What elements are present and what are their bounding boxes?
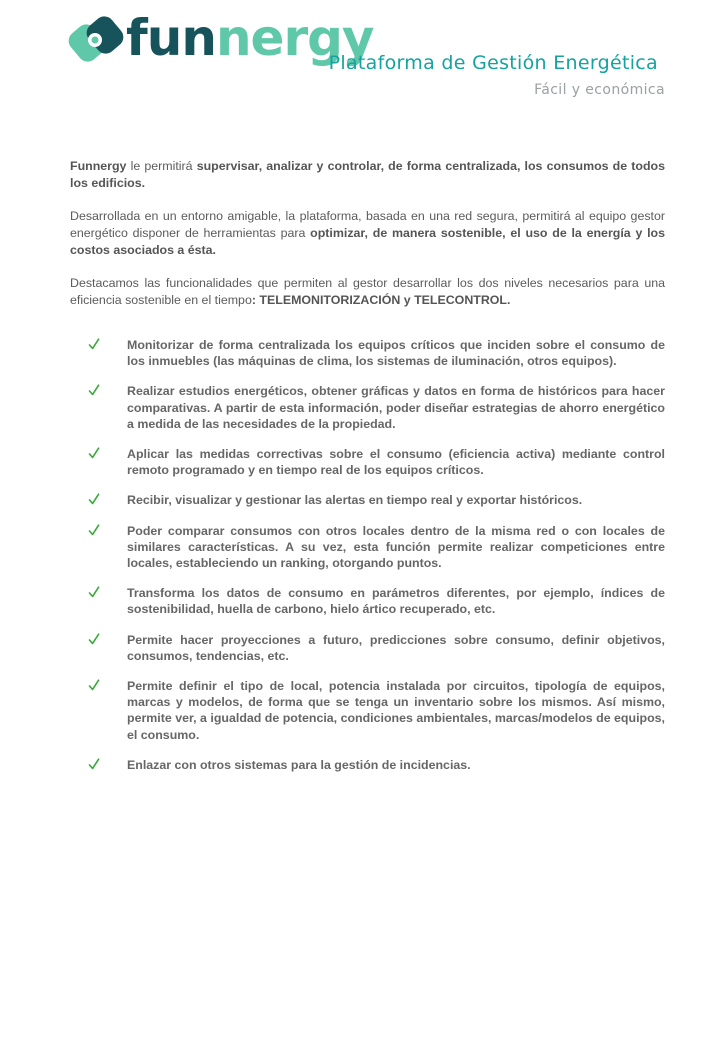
checkmark-icon [88,492,100,506]
feature-item [88,585,665,617]
page-title: Plataforma de Gestión Energética [328,52,658,74]
feature-text: Permite definir el tipo de local, potencia instalada por circuitos, tipología de equipos, marcas y modelos, de forma que se tenga un inventario sobre los mismos. Así mismo, permite ver, a igualdad de potencia, condiciones ambientales, marcas/modelos de equipos, el consumo. [127,679,665,742]
feature-item [88,678,665,743]
feature-text: Transforma los datos de consumo en parámetros diferentes, por ejemplo, índices de sostenibilidad, huella de carbono, hielo ártico recuperado, etc. [127,586,665,617]
intro-text [70,158,665,325]
feature-item [88,492,665,508]
intro-paragraph-2: Desarrollada en un entorno amigable, la plataforma, basada en una red segura, permitirá al equipo gestor energético disponer de herramientas para optimizar, de manera sostenible, el uso de la energía y los costos asociados a ésta. [70,209,666,257]
feature-item [88,757,665,773]
checkmark-icon [88,757,100,771]
feature-text: Aplicar las medidas correctivas sobre el consumo (eficiencia activa) mediante control remoto programado y en tiempo real de los equipos críticos. [127,447,665,478]
feature-item [88,632,665,664]
page-subtitle: Fácil y económica [534,82,665,98]
feature-text: Enlazar con otros sistemas para la gestión de incidencias. [127,757,471,772]
feature-text: Monitorizar de forma centralizada los equipos críticos que inciden sobre el consumo de los inmuebles (las máquinas de clima, los sistemas de iluminación, otros equipos). [127,338,665,369]
feature-item [88,446,665,478]
feature-text: Permite hacer proyecciones a futuro, predicciones sobre consumo, definir objetivos, consumos, tendencias, etc. [127,632,665,663]
feature-item [88,337,665,369]
checkmark-icon [88,585,100,599]
funnergy-logo-icon [68,14,126,66]
intro-paragraph-3: Destacamos las funcionalidades que permiten al gestor desarrollar los dos niveles necesarios para una eficiencia sostenible en el tiempo: TELEMONITORIZACIÓN y TELECONTROL. [70,276,665,307]
checkmark-icon [88,383,100,397]
checkmark-icon [88,446,100,460]
intro-paragraph-1: Funnergy le permitirá supervisar, analizar y controlar, de forma centralizada, los consumos de todos los edificios. [70,159,665,190]
logo-wordmark: funnergy [126,9,374,67]
features-list [88,337,665,787]
feature-text: Poder comparar consumos con otros locales dentro de la misma red o con locales de similares características. A su vez, esta función permite realizar competiciones entre locales, estableciendo un ranking, otorgando puntos. [127,523,665,571]
feature-item [88,523,665,572]
checkmark-icon [88,678,100,692]
feature-text: Recibir, visualizar y gestionar las alertas en tiempo real y exportar históricos. [127,493,583,508]
checkmark-icon [88,337,100,351]
checkmark-icon [88,632,100,646]
feature-item [88,383,665,432]
funnergy-logo [68,9,374,72]
feature-text: Realizar estudios energéticos, obtener gráficas y datos en forma de históricos para hacer comparativas. A partir de esta información, poder diseñar estrategias de ahorro energético a medida de las necesidades de la propiedad. [127,384,665,431]
checkmark-icon [88,523,100,537]
